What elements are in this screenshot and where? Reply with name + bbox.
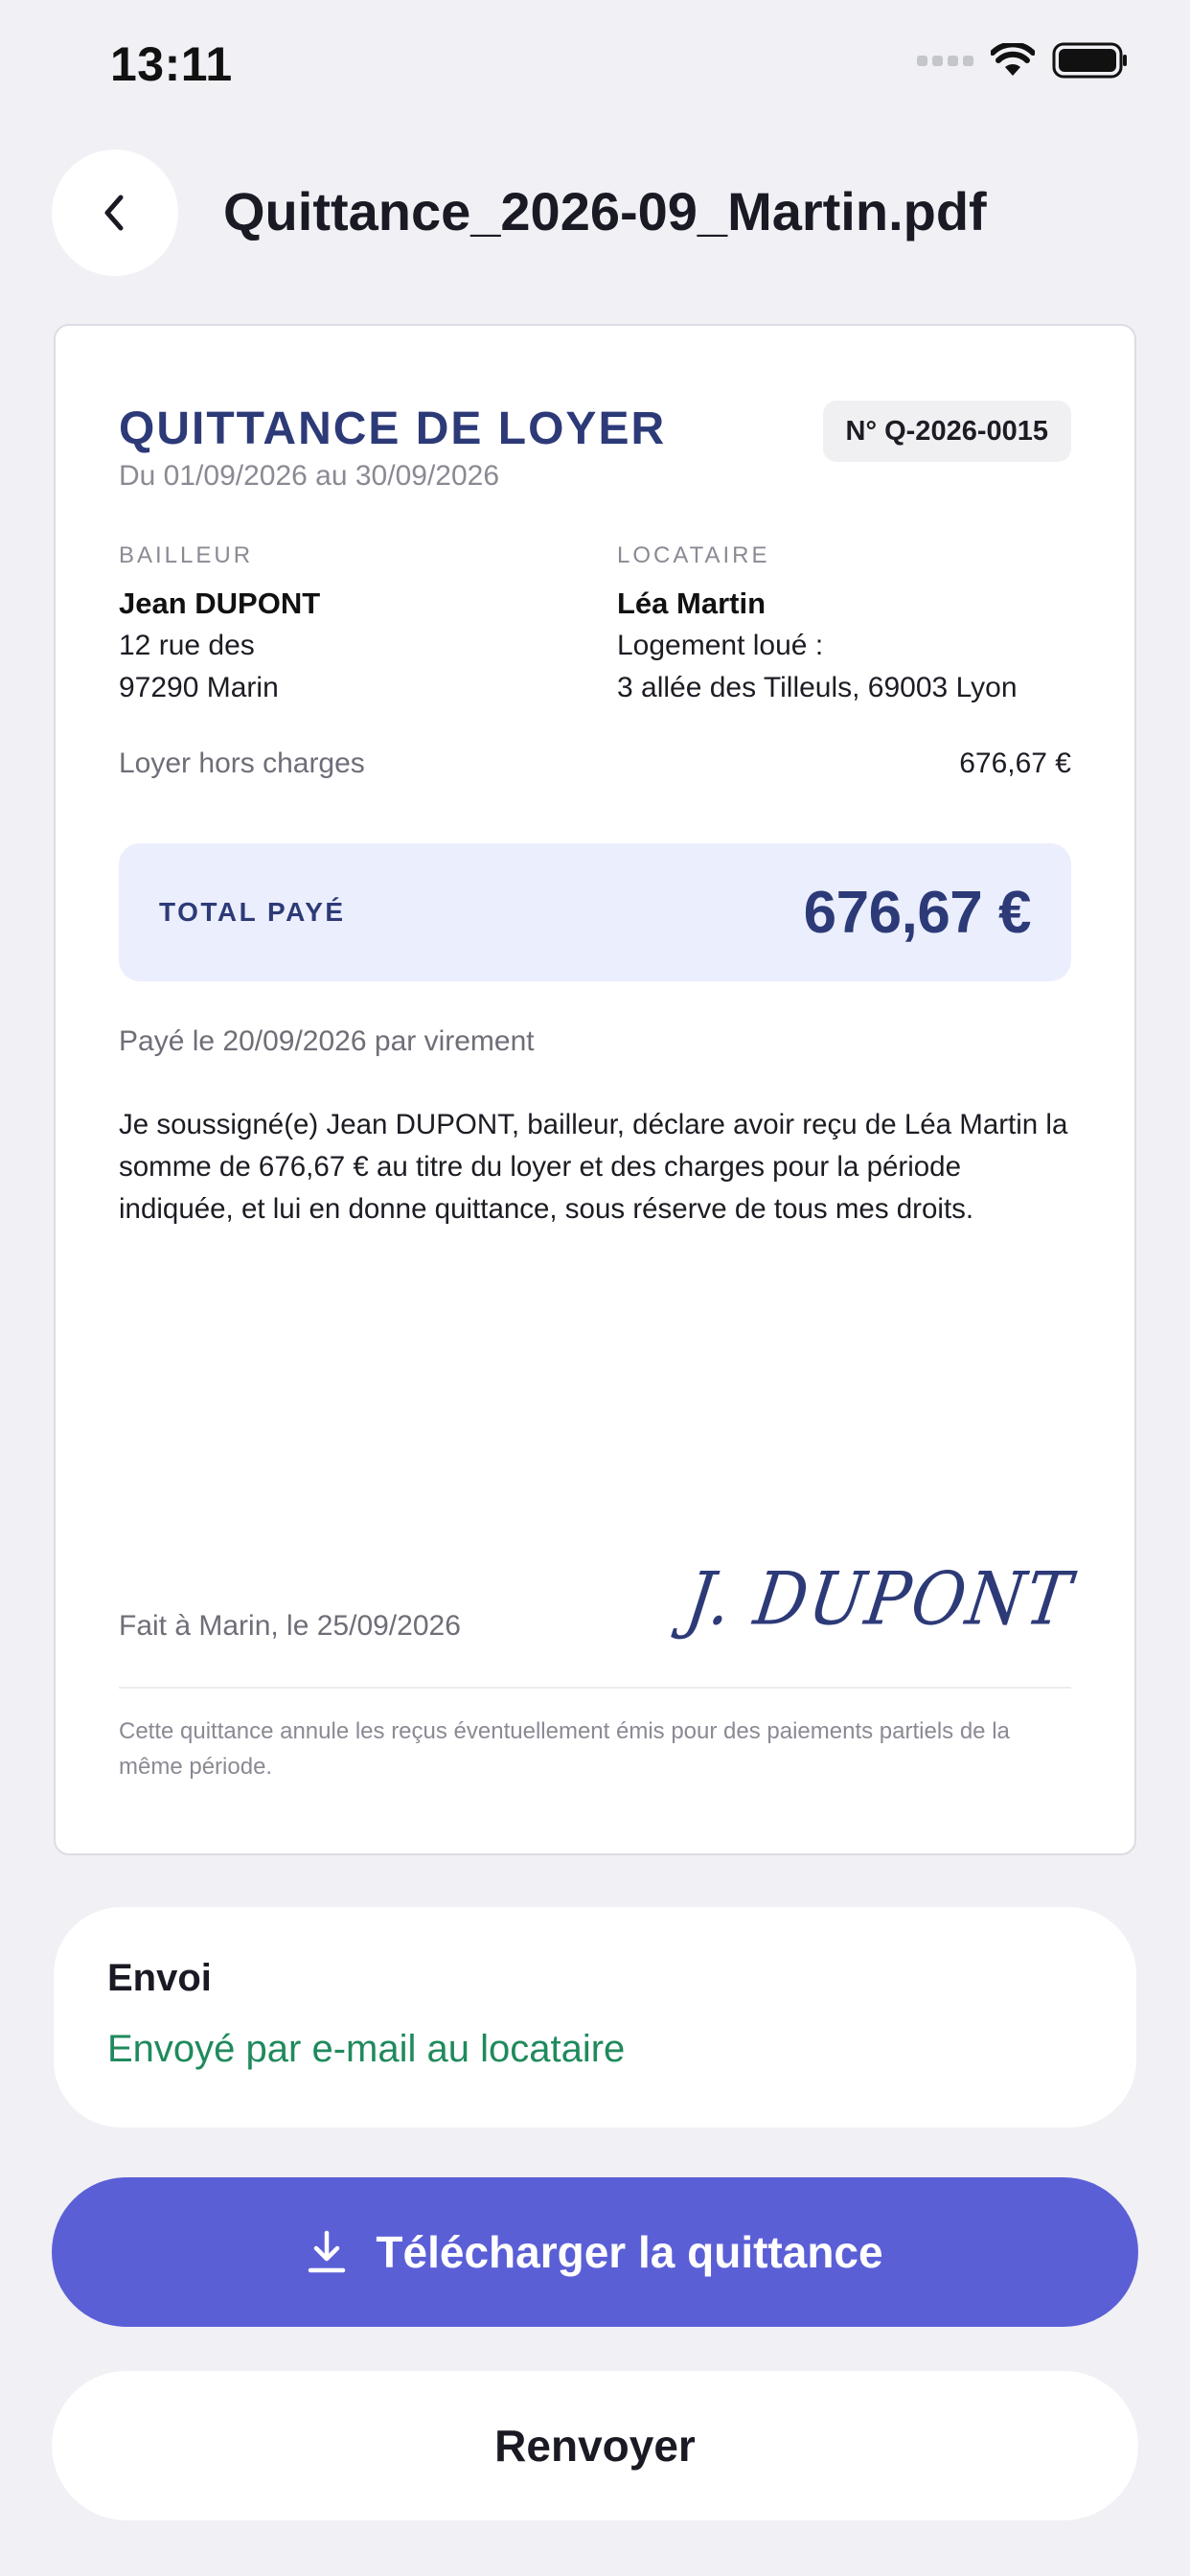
declaration-text: Je soussigné(e) Jean DUPONT, bailleur, déclare avoir reçu de Léa Martin la somme de 676,67 € au titre du loyer et des charges pour la période indiquée, et lui en donne quittance, sous réserve de tous mes droits. bbox=[119, 1109, 1068, 1225]
delivery-title: Envoi bbox=[107, 1957, 212, 1999]
receipt-document bbox=[54, 324, 1136, 1855]
rent-row bbox=[119, 748, 1071, 780]
footnote: Cette quittance annule les reçus éventuellement émis pour des paiements partiels de la même période. bbox=[119, 1718, 1010, 1780]
page-title: Quittance_2026-09_Martin.pdf bbox=[223, 181, 987, 242]
download-receipt-button[interactable] bbox=[52, 2177, 1138, 2327]
status-time: 13:11 bbox=[110, 37, 233, 91]
total-paid-label: TOTAL PAYÉ bbox=[159, 897, 346, 927]
total-paid-box bbox=[119, 843, 1071, 981]
delivery-status: Envoyé par e-mail au locataire bbox=[107, 2028, 626, 2070]
receipt-title: QUITTANCE DE LOYER bbox=[119, 403, 667, 454]
status-bar bbox=[0, 0, 1190, 125]
tenant-name: Léa Martin bbox=[617, 586, 767, 620]
tenant-label: LOCATAIRE bbox=[617, 542, 770, 568]
resend-button[interactable] bbox=[52, 2371, 1138, 2520]
delivery-card bbox=[54, 1907, 1136, 2128]
receipt-number-badge: N° Q-2026-0015 bbox=[823, 401, 1072, 462]
back-button[interactable] bbox=[52, 150, 178, 276]
landlord-address-line2: 97290 Marin bbox=[119, 672, 279, 703]
resend-label: Renvoyer bbox=[494, 2421, 696, 2471]
landlord-name: Jean DUPONT bbox=[119, 586, 321, 620]
battery-icon bbox=[1052, 42, 1129, 79]
tenant-block bbox=[617, 542, 1018, 709]
payment-date: Payé le 20/09/2026 par virement bbox=[119, 1025, 535, 1057]
rent-label: Loyer hors charges bbox=[119, 748, 365, 779]
signal-icon bbox=[917, 56, 973, 66]
download-receipt-label: Télécharger la quittance bbox=[376, 2227, 883, 2277]
housing-address: 3 allée des Tilleuls, 69003 Lyon bbox=[617, 672, 1018, 703]
chevron-left-icon bbox=[96, 190, 134, 236]
download-icon bbox=[307, 2229, 347, 2275]
landlord-label: BAILLEUR bbox=[119, 542, 254, 568]
receipt-period: Du 01/09/2026 au 30/09/2026 bbox=[119, 460, 500, 492]
landlord-address-line1: 12 rue des bbox=[119, 630, 255, 661]
rent-value: 676,67 € bbox=[959, 748, 1071, 779]
signing-place-date: Fait à Marin, le 25/09/2026 bbox=[119, 1610, 461, 1642]
total-paid-value: 676,67 € bbox=[803, 879, 1031, 946]
signature: J. DUPONT bbox=[680, 1557, 1078, 1643]
status-icons bbox=[917, 42, 1129, 79]
housing-label: Logement loué : bbox=[617, 630, 824, 661]
wifi-icon bbox=[991, 43, 1035, 78]
divider bbox=[119, 1687, 1071, 1689]
landlord-block bbox=[119, 542, 320, 709]
